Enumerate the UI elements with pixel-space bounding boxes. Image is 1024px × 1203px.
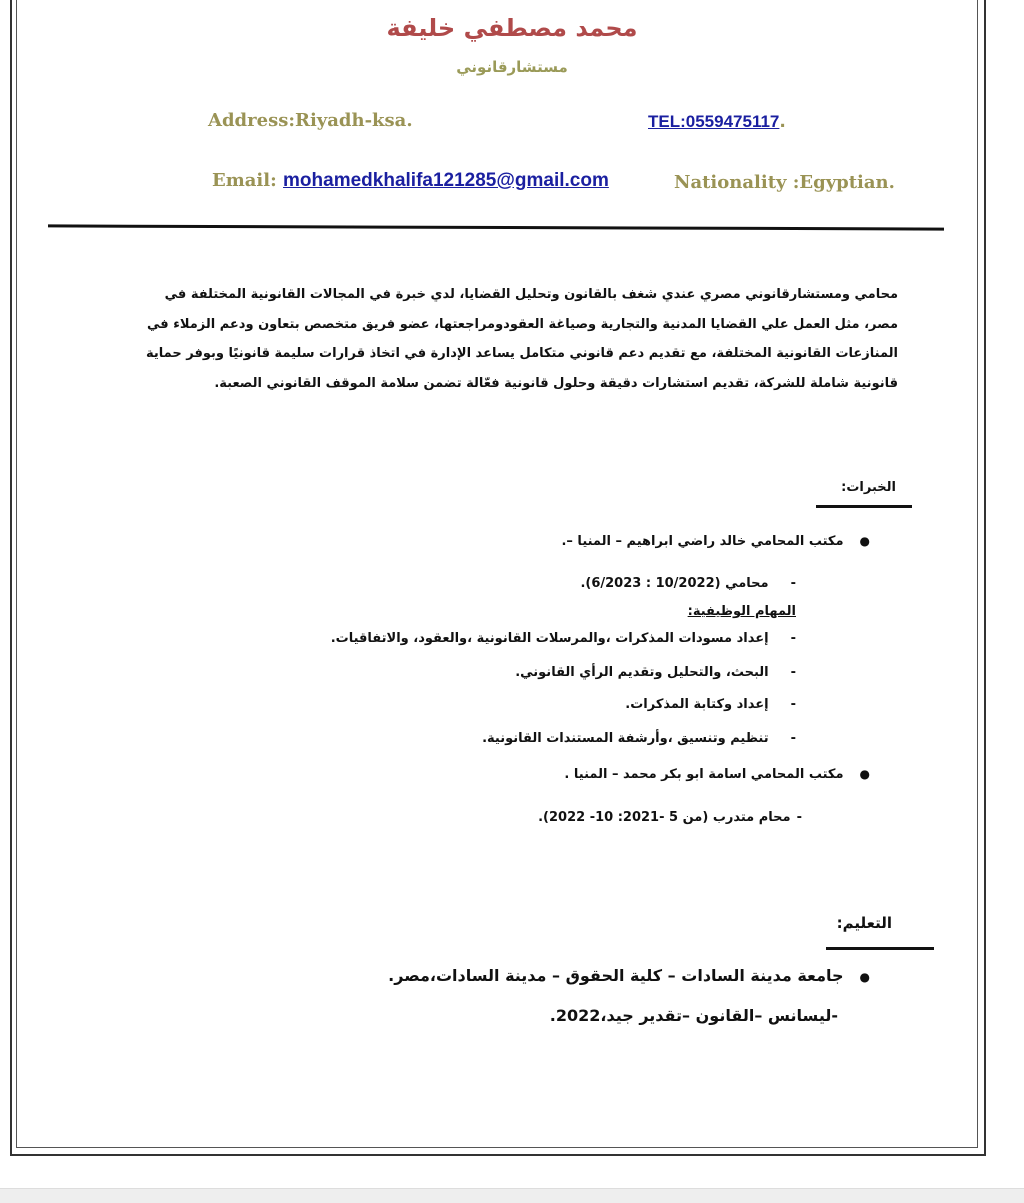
candidate-name: محمد مصطفي خليفة bbox=[386, 14, 638, 42]
phone-link[interactable]: TEL:0559475117 bbox=[648, 112, 780, 131]
job1-task-item: -البحث، والتحليل وتقديم الرأي القانوني. bbox=[515, 665, 796, 680]
job1-office: ●مكتب المحامي خالد راضي ابراهيم – المنيا –. bbox=[561, 534, 870, 549]
page-footer-band bbox=[0, 1188, 1024, 1203]
dash-icon: - bbox=[790, 731, 796, 746]
bullet-icon: ● bbox=[859, 970, 870, 984]
experience-heading: الخبرات: bbox=[841, 480, 896, 495]
job1-tasks-label: المهام الوظيفية: bbox=[687, 604, 796, 619]
education-heading: التعليم: bbox=[836, 914, 892, 932]
summary-paragraph: محامي ومستشارقانوني مصري عندي شغف بالقانون وتحليل القضايا، لدي خبرة في المجالات القانونية المختلفة في مصر، مثل العمل علي القضايا المدنية والتجارية وصياغة العقودومراجعتها، عضو فريق متخصص بتعاون ودعم الزملاء في المنازعات القانونية المختلفة، مع تقديم دعم قانوني متكامل يساعد الإدارة في اتخاذ قرارات سليمة قانونيًا وبوفر حماية قانونية شاملة للشركة، تقديم استشارات دقيقة وحلول قانونية فعّالة تضمن سلامة الموقف القانوني الصعبة. bbox=[146, 287, 898, 391]
dash-icon: - bbox=[790, 631, 796, 646]
bullet-icon: ● bbox=[859, 767, 870, 781]
dash-icon: - bbox=[796, 810, 802, 825]
address-text: Address:Riyadh-ksa. bbox=[208, 110, 413, 131]
job1-task-item: -إعداد وكتابة المذكرات. bbox=[625, 697, 796, 712]
education-university: ●جامعة مدينة السادات – كلية الحقوق – مدينة السادات،مصر. bbox=[388, 966, 870, 985]
job2-office: ●مكتب المحامي اسامة ابو بكر محمد – المنيا . bbox=[564, 767, 870, 782]
email-link[interactable]: mohamedkhalifa121285@gmail.com bbox=[283, 170, 609, 191]
experience-heading-underline bbox=[816, 505, 912, 508]
education-heading-underline bbox=[826, 947, 934, 950]
email-label: Email: bbox=[212, 170, 277, 191]
education-degree: -ليسانس –القانون –تقدير جيد،2022. bbox=[549, 1006, 838, 1025]
phone-suffix: . bbox=[779, 112, 786, 132]
nationality-text: Nationality :Egyptian. bbox=[674, 172, 895, 193]
candidate-title: مستشارقانوني bbox=[456, 58, 568, 76]
dash-icon: - bbox=[790, 665, 796, 680]
email-row bbox=[212, 170, 609, 192]
phone-row bbox=[648, 112, 786, 132]
job2-role: -محام متدرب (من 5 -2021: 10- 2022). bbox=[538, 810, 802, 825]
bullet-icon: ● bbox=[859, 534, 870, 548]
dash-icon: - bbox=[790, 697, 796, 712]
job1-task-item: -إعداد مسودات المذكرات ،والمرسلات القانونية ،والعقود، والاتفاقيات. bbox=[330, 631, 796, 646]
dash-icon: - bbox=[790, 576, 796, 591]
job1-role: -محامي (10/2022 : 6/2023). bbox=[580, 576, 796, 591]
job1-task-item: -تنظيم وتنسيق ،وأرشفة المستندات القانونية. bbox=[482, 731, 796, 746]
